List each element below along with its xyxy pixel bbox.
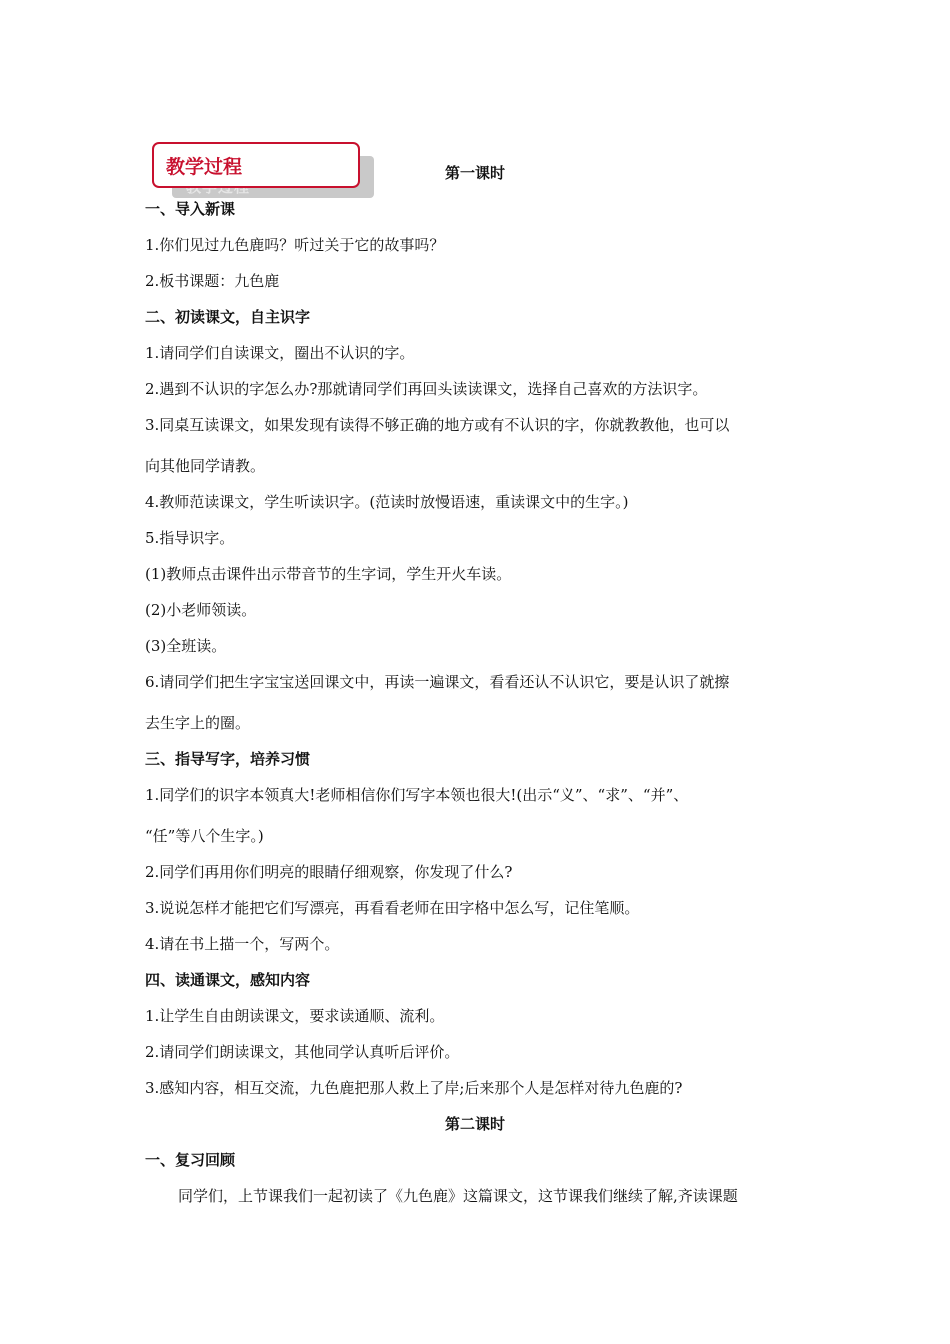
paragraph-line: 2.遇到不认识的字怎么办?那就请同学们再回头读读课文，选择自己喜欢的方法识字。 (145, 380, 708, 398)
paragraph-line: 3.感知内容，相互交流，九色鹿把那人救上了岸;后来那个人是怎样对待九色鹿的? (145, 1079, 683, 1097)
paragraph-line: 5.指导识字。 (145, 529, 235, 547)
section-heading: 四、读通课文，感知内容 (145, 971, 311, 989)
paragraph-line: 4.请在书上描一个，写两个。 (145, 935, 340, 953)
paragraph-line: (1)教师点击课件出示带音节的生字词，学生开火车读。 (145, 565, 512, 583)
lesson1-title: 第一课时 (444, 164, 505, 182)
banner-label: 教学过程 (166, 156, 243, 178)
section-heading: 一、导入新课 (145, 200, 236, 218)
paragraph-line: 2.请同学们朗读课文，其他同学认真听后评价。 (145, 1043, 460, 1061)
paragraph-line: 1.请同学们自读课文，圈出不认识的字。 (145, 344, 415, 362)
paragraph-line: 1.你们见过九色鹿吗？听过关于它的故事吗？ (145, 236, 445, 254)
paragraph-line: “任”等八个生字。) (145, 827, 264, 845)
section-heading: 三、指导写字，培养习惯 (145, 750, 311, 768)
paragraph-line: 2.同学们再用你们明亮的眼睛仔细观察，你发现了什么? (145, 863, 513, 881)
section-heading: 二、初读课文，自主识字 (145, 308, 311, 326)
paragraph-line: 3.同桌互读课文，如果发现有读得不够正确的地方或有不认识的字，你就教教他，也可以 (145, 416, 730, 434)
paragraph-line: 2.板书课题：九色鹿 (145, 272, 280, 290)
paragraph-line: 3.说说怎样才能把它们写漂亮，再看看老师在田字格中怎么写，记住笔顺。 (145, 899, 640, 917)
paragraph-line: 同学们，上节课我们一起初读了《九色鹿》这篇课文，这节课我们继续了解,齐读课题 (178, 1187, 738, 1205)
paragraph-line: (3)全班读。 (145, 637, 227, 655)
lesson2-title: 第二课时 (444, 1115, 505, 1133)
paragraph-line: 1.让学生自由朗读课文，要求读通顺、流利。 (145, 1007, 445, 1025)
section-heading: 一、复习回顾 (145, 1151, 236, 1169)
paragraph-line: (2)小老师领读。 (145, 601, 257, 619)
paragraph-line: 1.同学们的识字本领真大!老师相信你们写字本领也很大!(出示“义”、“求”、“并”、 (145, 786, 689, 804)
paragraph-line: 6.请同学们把生字宝宝送回课文中，再读一遍课文，看看还认不认识它，要是认识了就擦 (145, 673, 730, 691)
paragraph-line: 去生字上的圈。 (145, 714, 251, 732)
paragraph-line: 向其他同学请教。 (145, 457, 266, 475)
paragraph-line: 4.教师范读课文，学生听读识字。(范读时放慢语速，重读课文中的生字。) (145, 493, 629, 511)
